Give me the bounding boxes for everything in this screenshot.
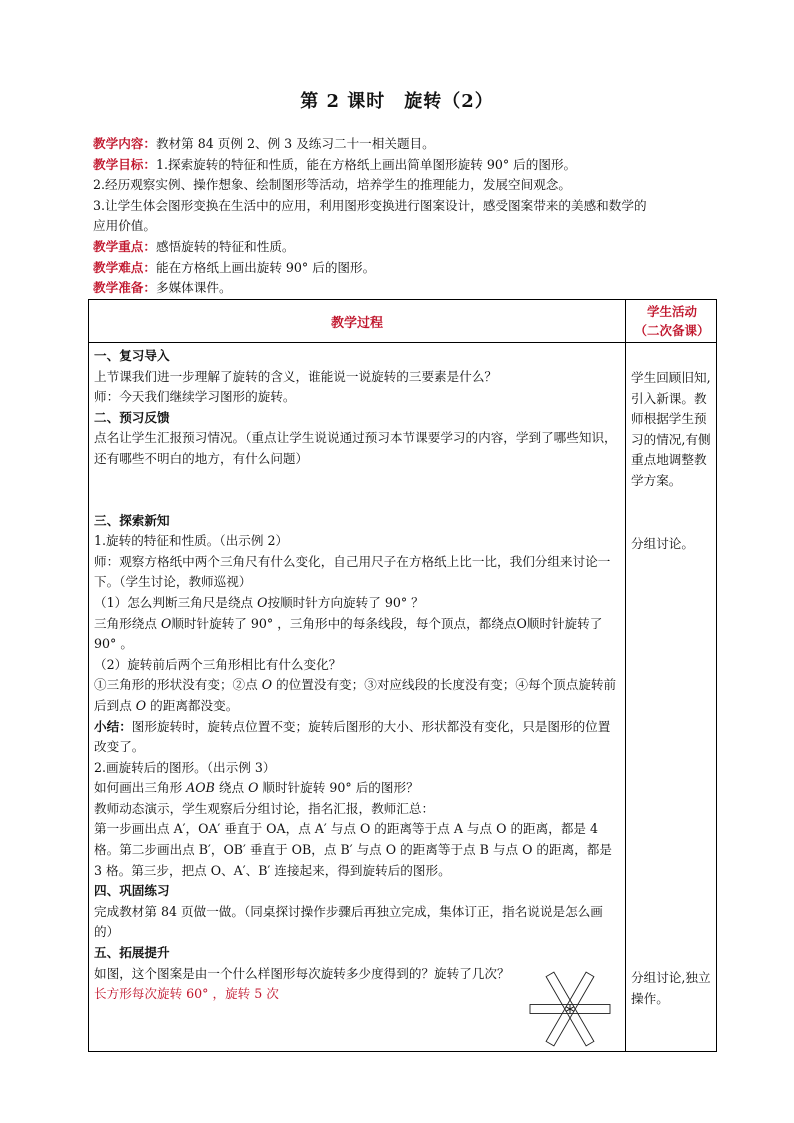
a1-point-o: O <box>160 615 172 631</box>
side-note-1-text: 学生回顾旧知,引入新课。教师根据学生预习的情况,有侧重点地调整教学方案。 <box>631 370 711 488</box>
explore-summary <box>94 717 620 758</box>
goal-label: 教学目标： <box>93 156 156 172</box>
page-title: 第 2 课时 旋转（2） <box>300 91 494 112</box>
rotation-pattern-figure <box>525 968 615 1050</box>
lesson-table <box>88 299 717 1052</box>
howto-triangle: AOB <box>186 780 215 796</box>
explore-steps: 第一步画出点 A′，OA′ 垂直于 OA，点 A′ 与点 O 的距离等于点 A 与点 O 的距离，都是 4 格。第二步画出点 B′，OB′ 垂直于 OB，点 B′ 与点 O 的距离等于点 B 与点 O 的距离，都是 3 格。第三步，把点 O、A′、B′ 连接起来，得到旋转后的图形。 <box>94 821 612 878</box>
activity-header-line1: 学生活动 <box>646 304 697 319</box>
q1-part-a: （1）怎么判断三角尺是绕点 <box>94 594 258 610</box>
content-line <box>93 134 723 155</box>
explore-question-2: （2）旋转前后两个三角形相比有什么变化？ <box>94 656 342 672</box>
difficulty-line <box>93 258 723 279</box>
content-text: 教材第 84 页例 2、例 3 及练习二十一相关题目。 <box>155 136 435 151</box>
extend-question: 如图，这个图案是由一个什么样图形每次旋转多少度得到的？旋转了几次？ <box>94 965 510 981</box>
explore-answer-1 <box>94 614 620 655</box>
goal-1: 1.探索旋转的特征和性质，能在方格纸上画出简单图形旋转 90° 后的图形。 <box>155 156 577 172</box>
goal-line <box>93 155 723 176</box>
goal-2: 2.经历观察实例、操作想象、绘制图形等活动，培养学生的推理能力，发展空间观念。 <box>93 177 571 193</box>
section-extend-title: 五、拓展提升 <box>94 945 170 961</box>
howto-part-b: 绕点 <box>214 780 249 796</box>
a1-part-a: 三角形绕点 <box>94 615 161 631</box>
a2-point-o1: O <box>261 677 273 693</box>
a1-part-b: 顺时针旋转了 90° ，三角形中的每条线段，每个顶点，都绕点O顺时针旋转了 90° 。 <box>94 615 603 652</box>
explore-question-1 <box>94 593 620 614</box>
pattern-rect-4 <box>570 1005 610 1014</box>
process-content <box>94 346 620 1005</box>
section-review-title: 一、复习导入 <box>94 348 170 363</box>
practice-text: 完成教材第 84 页做一做。（同桌探讨操作步骤后再独立完成，集体订正，指名说说是怎么画的） <box>94 903 603 940</box>
explore-answer-2 <box>94 675 620 716</box>
activity-header <box>626 300 718 342</box>
howto-part-c: 顺时针旋转 90° 后的图形？ <box>258 780 419 796</box>
extend-answer: 长方形每次旋转 60° ，旋转 5 次 <box>94 986 279 1002</box>
goal-3-line1: 3.让学生体会图形变换在生活中的应用，利用图形变换进行图案设计，感受图案带来的美感和数学的 <box>93 197 647 213</box>
preview-text: 点名让学生汇报预习情况。（重点让学生说说通过预习本节课要学习的内容，学到了哪些知识，还有哪些不明白的地方，有什么问题） <box>94 430 617 466</box>
a2-part-a: ①三角形的形状没有变；②点 <box>94 677 262 693</box>
section-explore-title: 三、探索新知 <box>94 512 170 528</box>
summary-text: 图形旋转时，旋转点位置不变；旋转后图形的大小、形状都没有变化，只是图形的位置改变了。 <box>94 718 611 755</box>
explore-how-to <box>94 778 620 799</box>
explore-item-1: 1.旋转的特征和性质。（出示例 2） <box>94 533 289 549</box>
side-note-2 <box>631 534 715 555</box>
goal-3-line2: 应用价值。 <box>93 218 156 234</box>
a2-point-o2: O <box>135 697 147 713</box>
lesson-header <box>93 134 723 299</box>
side-note-3-text: 分组讨论,独立操作。 <box>631 970 711 1006</box>
explore-item-2: 2.画旋转后的图形。（出示例 3） <box>94 759 276 775</box>
a2-part-c: 的距离都没变。 <box>146 697 239 713</box>
header-divider <box>89 342 716 343</box>
explore-demo: 教师动态演示，学生观察后分组讨论，指名汇报，教师汇总： <box>94 800 435 816</box>
q1-point-o: O <box>257 594 268 610</box>
side-note-1 <box>631 368 715 492</box>
a2-part-b: 的位置没有变；③对应线段的长度没有变；④每个顶点旋转前后到点 <box>94 677 617 713</box>
key-label: 教学重点： <box>93 238 156 254</box>
howto-part-a: 如何画出三角形 <box>94 780 187 796</box>
key-text: 感悟旋转的特征和性质。 <box>155 238 295 254</box>
prep-line <box>93 278 723 299</box>
review-teacher: 师：今天我们继续学习图形的旋转。 <box>94 389 296 405</box>
prep-text: 多媒体课件。 <box>155 280 232 296</box>
side-note-2-text: 分组讨论。 <box>631 536 694 551</box>
difficulty-label: 教学难点： <box>93 259 156 275</box>
activity-header-line2: （二次备课） <box>634 323 710 338</box>
pattern-rect-1 <box>530 1005 570 1014</box>
q1-part-b: 按顺时针方向旋转了 90° ？ <box>267 594 424 610</box>
difficulty-text: 能在方格纸上画出旋转 90° 后的图形。 <box>155 259 376 275</box>
process-header: 教学过程 <box>330 315 383 331</box>
section-preview-title: 二、预习反馈 <box>94 409 170 425</box>
review-question: 上节课我们进一步理解了旋转的含义，谁能说一说旋转的三要素是什么？ <box>94 368 497 384</box>
howto-point-o: O <box>248 780 259 796</box>
prep-label: 教学准备： <box>93 280 156 296</box>
key-line <box>93 237 723 258</box>
section-practice-title: 四、巩固练习 <box>94 883 170 899</box>
column-divider <box>625 300 626 1051</box>
content-label: 教学内容： <box>93 136 156 151</box>
explore-teacher: 师：观察方格纸中两个三角尺有什么变化，自己用尺子在方格纸上比一比，我们分组来讨论一下。（学生讨论，教师巡视） <box>94 553 611 590</box>
summary-label: 小结： <box>94 718 132 734</box>
spacer <box>94 470 620 511</box>
side-note-3 <box>631 968 715 1009</box>
